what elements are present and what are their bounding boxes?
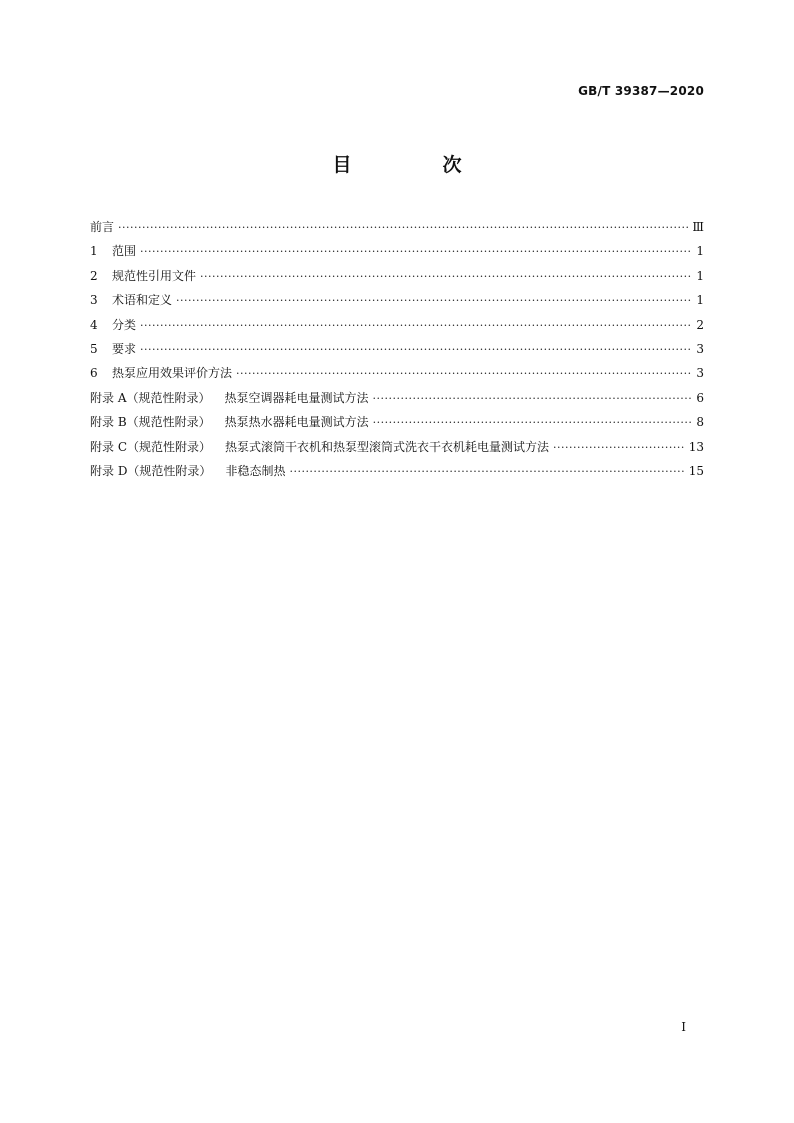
toc-annex-title: 热泵式滚筒干衣机和热泵型滚筒式洗衣干衣机耗电量测试方法 [225, 439, 550, 454]
toc-annex-label: 附录 C（规范性附录） [90, 439, 211, 454]
toc-entry-label: 术语和定义 [112, 293, 173, 308]
toc-entry-scope[interactable] [90, 239, 704, 263]
toc-entry-page: 3 [696, 366, 704, 381]
toc-entry-classification[interactable] [90, 313, 704, 337]
toc-entry-page: Ⅲ [692, 220, 704, 234]
toc-entry-number: 1 [90, 244, 98, 259]
toc-dot-leader [553, 436, 685, 460]
toc-entry-page: 1 [696, 293, 704, 308]
toc-entry-evaluation-method[interactable] [90, 361, 704, 385]
standard-code: GB/T 39387—2020 [578, 84, 704, 98]
toc-entry-number: 5 [90, 341, 98, 356]
toc-entry-page: 15 [688, 463, 704, 478]
toc-entry-number: 2 [90, 268, 98, 283]
toc-entry-requirements[interactable] [90, 337, 704, 361]
page-title: 目 次 [332, 154, 498, 176]
toc-entry-page: 3 [696, 341, 704, 356]
toc-entry-page: 2 [696, 317, 704, 332]
toc-dot-leader [236, 362, 692, 386]
toc-dot-leader [140, 314, 692, 338]
toc-entry-page: 1 [696, 244, 704, 259]
toc-dot-leader [289, 460, 684, 484]
toc-entry-number: 4 [90, 317, 98, 332]
toc-dot-leader [140, 240, 692, 264]
toc-entry-page: 13 [688, 439, 704, 454]
toc-annex-title: 热泵空调器耗电量测试方法 [224, 390, 369, 405]
toc-entry-label: 分类 [112, 317, 137, 332]
toc-entry-label: 范围 [112, 244, 137, 259]
toc-entry-terms[interactable] [90, 288, 704, 312]
toc-annex-title: 非稳态制热 [225, 463, 286, 478]
toc-entry-page: 1 [696, 268, 704, 283]
toc-entry-foreword[interactable] [90, 215, 704, 239]
toc-entry-number: 3 [90, 293, 98, 308]
toc-dot-leader [140, 338, 692, 362]
toc-entry-label: 要求 [112, 341, 137, 356]
toc-dot-leader [118, 216, 688, 240]
toc-entry-number: 6 [90, 366, 98, 381]
table-of-contents [90, 215, 704, 483]
toc-entry-label: 热泵应用效果评价方法 [112, 366, 233, 381]
toc-dot-leader [373, 411, 692, 435]
toc-entry-annex-d[interactable] [90, 459, 704, 483]
toc-entry-annex-b[interactable] [90, 410, 704, 434]
page-number: I [681, 1020, 686, 1034]
toc-entry-label: 规范性引用文件 [112, 268, 197, 283]
toc-annex-label: 附录 B（规范性附录） [90, 415, 211, 430]
toc-entry-annex-a[interactable] [90, 386, 704, 410]
toc-entry-page: 6 [696, 390, 704, 405]
toc-dot-leader [200, 265, 692, 289]
toc-entry-normative-references[interactable] [90, 264, 704, 288]
toc-annex-title: 热泵热水器耗电量测试方法 [224, 415, 369, 430]
toc-annex-label: 附录 A（规范性附录） [90, 390, 211, 405]
toc-dot-leader [373, 387, 693, 411]
toc-dot-leader [176, 289, 692, 313]
toc-entry-page: 8 [696, 415, 704, 430]
toc-annex-label: 附录 D（规范性附录） [90, 463, 212, 478]
toc-entry-annex-c[interactable] [90, 435, 704, 459]
toc-entry-label: 前言 [90, 220, 115, 234]
